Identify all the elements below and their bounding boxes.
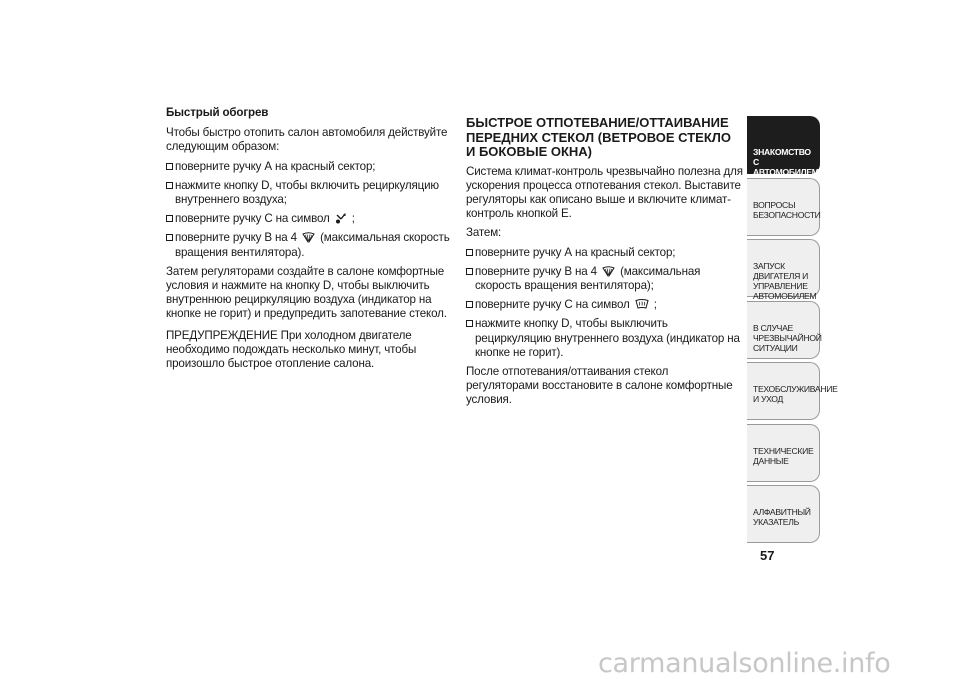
- checkbox-bullet-icon: [466, 301, 473, 308]
- page-number: 57: [760, 548, 775, 563]
- fan-speed-icon: [302, 232, 315, 243]
- section-subhead: Быстрый обогрев: [166, 106, 269, 119]
- list-item: поверните ручку А на красный сектор;: [466, 246, 743, 260]
- watermark: carmanualsonline.info: [598, 648, 891, 679]
- list-item: поверните ручку С на символ ;: [166, 212, 450, 226]
- tab-emergency[interactable]: В СЛУЧАЕ ЧРЕЗВЫЧАЙНОЙ СИТУАЦИИ: [747, 301, 820, 359]
- left-paragraph: Затем регуляторами создайте в салоне комфортные условия и нажмите на кнопку D, чтобы выключить внутреннюю рециркуляцию воздуха (индикатор на кнопке не горит) и предупредить запотевание стекол.: [166, 264, 447, 321]
- left-column: [166, 106, 450, 376]
- tab-safety[interactable]: ВОПРОСЫ БЕЗОПАСНОСТИ: [747, 178, 820, 236]
- right-paragraph: После отпотевания/оттаивания стекол регуляторами восстановите в салоне комфортные условия.: [466, 364, 733, 407]
- checkbox-bullet-icon: [166, 182, 173, 189]
- list-item: поверните ручку А на красный сектор;: [166, 160, 450, 174]
- checkbox-bullet-icon: [166, 215, 173, 222]
- tab-driving[interactable]: ЗАПУСК ДВИГАТЕЛЯ И УПРАВЛЕНИЕ АВТОМОБИЛЕМ: [747, 239, 820, 297]
- list-item: поверните ручку В на 4 (максимальная скорость вращения вентилятора).: [166, 231, 450, 259]
- tab-technical-data[interactable]: ТЕХНИЧЕСКИЕ ДАННЫЕ: [747, 424, 820, 482]
- list-item: нажмите кнопку D, чтобы выключить рециркуляцию внутреннего воздуха (индикатор на кнопке не горит).: [466, 317, 743, 360]
- right-then: Затем:: [466, 226, 502, 240]
- windshield-defrost-icon: [635, 299, 649, 310]
- fan-speed-icon: [602, 266, 615, 277]
- list-item: нажмите кнопку D, чтобы включить рециркуляцию внутреннего воздуха;: [166, 179, 450, 207]
- checkbox-bullet-icon: [466, 268, 473, 275]
- right-intro: Система климат-контроль чрезвычайно полезна для ускорения процесса отпотевания стекол. Выставите регуляторы как описано выше и включите климат-контроль кнопкой Е.: [466, 164, 743, 221]
- left-intro: Чтобы быстро отопить салон автомобиля действуйте следующим образом:: [166, 126, 448, 154]
- warning-paragraph: ПРЕДУПРЕЖДЕНИЕ При холодном двигателе необходимо подождать несколько минут, чтобы произошло быстрое отопление салона.: [166, 328, 417, 371]
- tab-index[interactable]: АЛФАВИТНЫЙ УКАЗАТЕЛЬ: [747, 485, 820, 543]
- list-item: поверните ручку С на символ ;: [466, 298, 743, 312]
- section-tabs: [747, 116, 838, 547]
- feet-airflow-icon: [335, 212, 347, 224]
- tab-maintenance[interactable]: ТЕХОБСЛУЖИВАНИЕ И УХОД: [747, 362, 820, 420]
- list-item: поверните ручку В на 4 (максимальная скорость вращения вентилятора);: [466, 265, 743, 293]
- section-heading: БЫСТРОЕ ОТПОТЕВАНИЕ/ОТТАИВАНИЕ ПЕРЕДНИХ СТЕКОЛ (ВЕТРОВОЕ СТЕКЛО И БОКОВЫЕ ОКНА): [466, 115, 732, 159]
- checkbox-bullet-icon: [466, 320, 473, 327]
- right-column: [466, 116, 743, 413]
- checkbox-bullet-icon: [166, 163, 173, 170]
- checkbox-bullet-icon: [166, 234, 173, 241]
- checkbox-bullet-icon: [466, 249, 473, 256]
- tab-intro[interactable]: ЗНАКОМСТВО С АВТОМОБИЛЕМ: [747, 116, 820, 174]
